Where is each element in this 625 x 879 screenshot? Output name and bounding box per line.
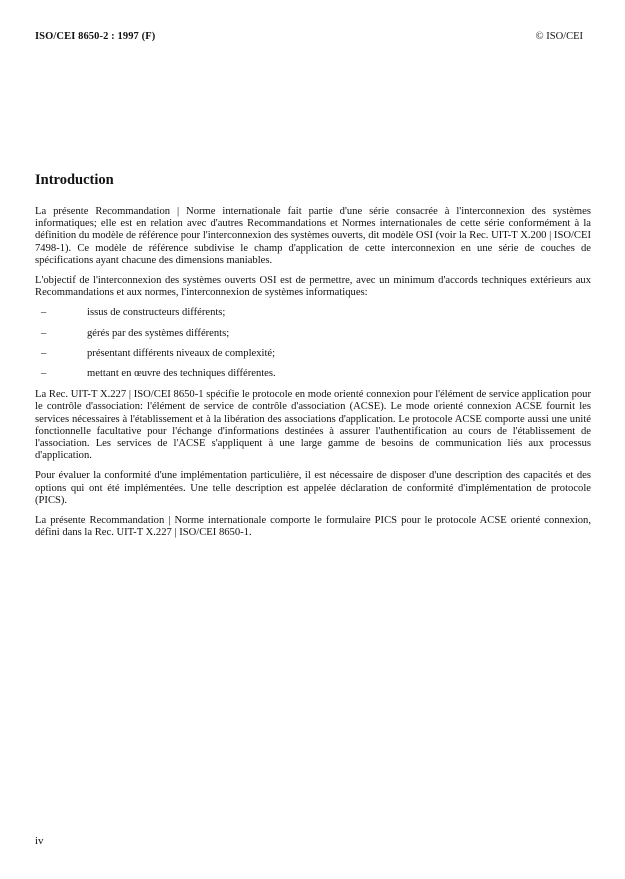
interconnection-list [35, 307, 591, 380]
list-marker: – [41, 368, 47, 380]
list-item-text: gérés par des systèmes différents; [87, 327, 230, 339]
list-item-text: présentant différents niveaux de complexité; [87, 347, 276, 359]
list-item [35, 368, 591, 380]
paragraph-acse: La Rec. UIT-T X.227 | ISO/CEI 8650-1 spécifie le protocole en mode orienté connexion pour l'élément de service application pour le contrôle d'association: l'élément de service de contrôle d'association (ACSE). Le mode orienté connexion ACSE fournit les services nécessaires à l'établissement et à la libération des associations d'application. Le protocole ACSE comporte aussi une unité fonctionnelle facultative pour l'échange d'informations destinées à assurer l'authentification au cours de l'établissement de l'association. Les services de l'ACSE s'appliquent à une large gamme de besoins de communication liés aux processus d'application. [35, 389, 591, 462]
list-item-text: issus de constructeurs différents; [87, 307, 226, 319]
paragraph-pics: La présente Recommandation | Norme internationale comporte le formulaire PICS pour le protocole ACSE orienté connexion, défini dans la Rec. UIT-T X.227 | ISO/CEI 8650-1. [35, 515, 591, 539]
paragraph-conformance: Pour évaluer la conformité d'une implémentation particulière, il est nécessaire de disposer d'une description des capacités et des options qui ont été implémentées. Une telle description est appelée déclaration de conformité d'implémentation de protocole (PICS). [35, 470, 591, 506]
copyright-notice: © ISO/CEI [535, 31, 583, 42]
list-item-text: mettant en œuvre des techniques différentes. [87, 368, 276, 380]
list-marker: – [41, 327, 47, 339]
paragraph-objective: L'objectif de l'interconnexion des systèmes ouverts OSI est de permettre, avec un minimum d'accords techniques extérieurs aux Recommandations et aux normes, l'interconnexion de systèmes informatiques: [35, 275, 591, 299]
page-number: iv [35, 835, 44, 847]
section-title: Introduction [35, 172, 114, 188]
document-body [35, 206, 591, 547]
list-item [35, 328, 591, 340]
list-marker: – [41, 347, 47, 359]
standard-reference: ISO/CEI 8650-2 : 1997 (F) [35, 31, 156, 42]
paragraph-intro: La présente Recommandation | Norme internationale fait partie d'une série consacrée à l'interconnexion des systèmes informatiques; elle est en relation avec d'autres Recommandations et Normes internationales de cette série conformément à la définition du modèle de référence pour l'interconnexion des systèmes ouverts, dit modèle OSI (voir la Rec. UIT-T X.200 | ISO/CEI 7498-1). Ce modèle de référence subdivise le champ d'application de cette interconnexion en une série de couches de spécifications ayant chacune des dimensions maniables. [35, 206, 591, 266]
list-marker: – [41, 307, 47, 319]
list-item [35, 307, 591, 319]
list-item [35, 348, 591, 360]
